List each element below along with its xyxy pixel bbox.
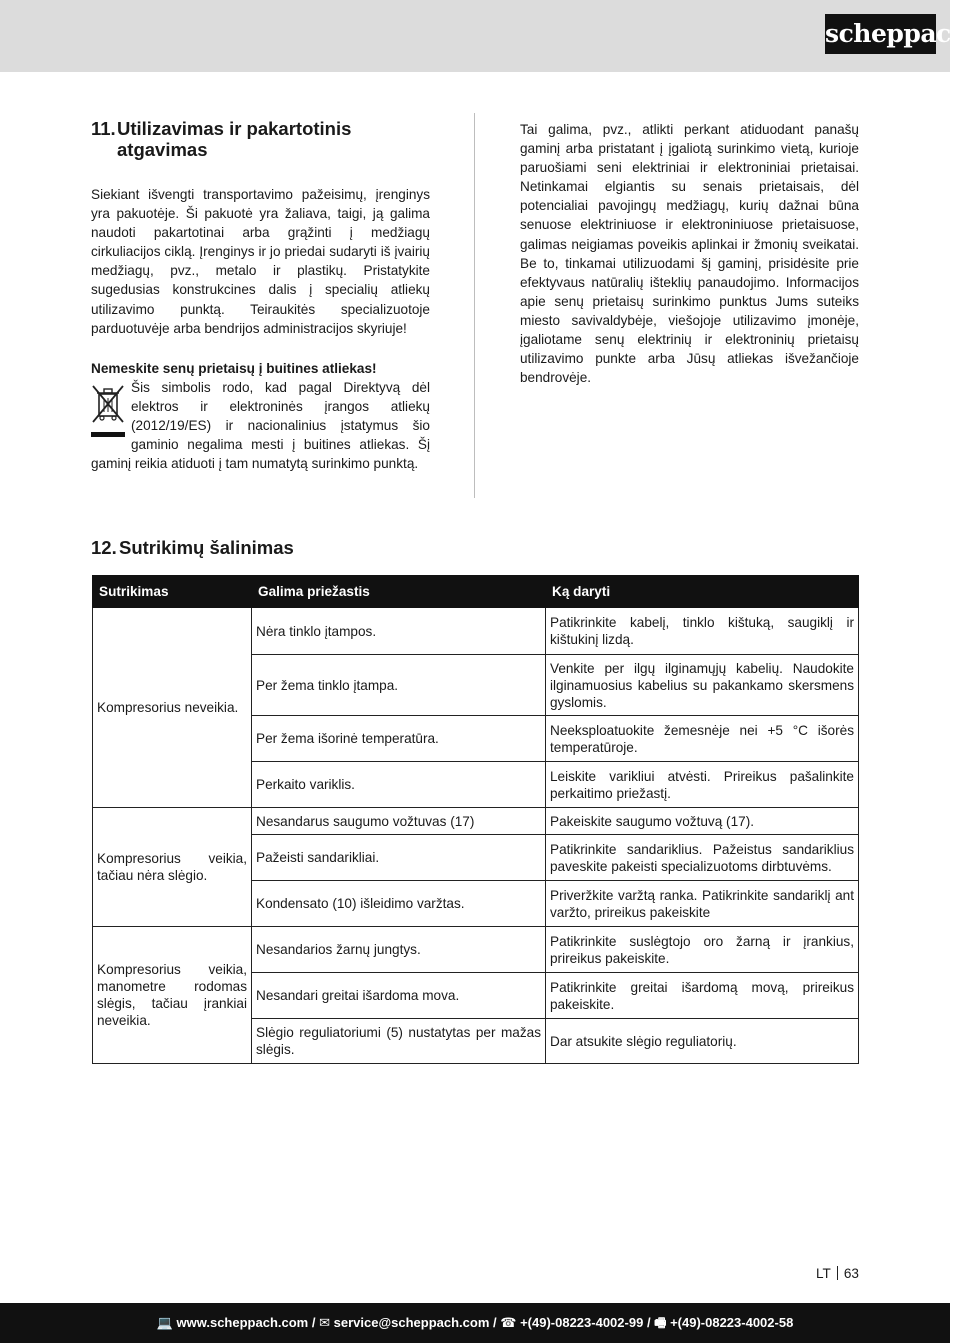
section-11-right-column — [520, 120, 859, 387]
fax-icon: 🖷 — [654, 1315, 667, 1330]
mail-icon: ✉ — [319, 1315, 330, 1330]
table-row — [93, 927, 859, 973]
section-12-title: Sutrikimų šalinimas — [119, 537, 294, 558]
troubleshooting-table — [92, 575, 859, 1064]
section-11-left-column — [91, 118, 430, 473]
footer-website[interactable]: www.scheppach.com — [176, 1315, 309, 1330]
footer-phone: +(49)-08223-4002-99 — [520, 1315, 644, 1330]
action-cell: Patikrinkite greitai išardomą movą, prireikus pakeiskite. — [546, 973, 859, 1019]
disposal-paragraph: Siekiant išvengti transportavimo pažeisimų, įrenginys yra pakuotėje. Ši pakuotė yra žaliava, taigi, ją galima naudoti pakartotinai arba grąžinti į medžiagų cirkuliacijos ciklą. Įrenginys ir jo priedai sudaryti iš įvairių medžiagų, pvz., metalo ir plastikų. Pristatykite sugedusias konstrukcines dalis į specialių atliekų utilizavimo punktą. Teiraukitės specializuotoje parduotuvėje arba bendrijos administracijos skyriuje! — [91, 187, 430, 336]
page-number-value: 63 — [843, 1266, 859, 1281]
header-problem: Sutrikimas — [93, 576, 252, 608]
cause-cell: Perkaito variklis. — [252, 762, 546, 808]
table-row — [93, 608, 859, 655]
cause-cell: Nesandarios žarnų jungtys. — [252, 927, 546, 973]
action-cell: Pakeiskite saugumo vožtuvą (17). — [546, 808, 859, 835]
header-bar — [0, 0, 950, 72]
section-11-title-line2: atgavimas — [117, 139, 208, 160]
action-cell: Venkite per ilgų ilginamųjų kabelių. Naudokite ilginamuosius kabelius su pakankamo skersmens gyslomis. — [546, 655, 859, 716]
header-cause: Galima priežastis — [252, 576, 546, 608]
header-action: Ką daryti — [546, 576, 859, 608]
problem-cell: Kompresorius veikia, manometre rodomas slėgis, tačiau įrankiai neveikia. — [93, 927, 252, 1064]
brand-logo: scheppach — [825, 14, 936, 54]
footer-email[interactable]: service@scheppach.com — [333, 1315, 490, 1330]
problem-cell: Kompresorius veikia, tačiau nėra slėgio. — [93, 808, 252, 927]
cause-cell: Slėgio reguliatoriumi (5) nustatytas per mažas slėgis. — [252, 1019, 546, 1064]
phone-icon: ☎ — [500, 1315, 517, 1330]
weee-text: Šis simbolis rodo, kad pagal Direktyvą dėl elektros ir elektroninės įrangos atliekų (2012/19/ES) ir nacionalinius įstatymus šio gaminio negalima mesti į buitines atliekas. Šį gaminį reikia atiduoti į tam numatytą surinkimo punktą. — [91, 379, 430, 472]
page-number — [816, 1266, 859, 1281]
section-11-title-line1: Utilizavimas ir pakartotinis — [117, 118, 352, 139]
action-cell: Dar atsukite slėgio reguliatorių. — [546, 1019, 859, 1064]
column-divider — [474, 113, 475, 498]
table-row — [93, 808, 859, 835]
cause-cell: Pažeisti sandarikliai. — [252, 835, 546, 881]
cause-cell: Nėra tinklo įtampos. — [252, 608, 546, 655]
action-cell: Leiskite varikliui atvėsti. Prireikus pašalinkite perkaitimo priežastį. — [546, 762, 859, 808]
monitor-icon: 💻 — [156, 1315, 173, 1330]
footer-bar: 💻 www.scheppach.com / ✉ service@scheppach.com / ☎ +(49)-08223-4002-99 / 🖷 +(49)-08223-4002-58 — [0, 1303, 950, 1343]
footer-fax: +(49)-08223-4002-58 — [670, 1315, 794, 1330]
section-12-number: 12. — [91, 537, 117, 558]
crossed-bin-icon — [91, 382, 125, 440]
cause-cell: Per žema tinklo įtampa. — [252, 655, 546, 716]
cause-cell: Nesandarus saugumo vožtuvas (17) — [252, 808, 546, 835]
weee-block — [91, 378, 430, 473]
cause-cell: Nesandari greitai išardoma mova. — [252, 973, 546, 1019]
action-cell: Patikrinkite sandariklius. Pažeistus sandariklius paveskite pakeisti specializuotoms dirbtuvėms. — [546, 835, 859, 881]
table-header-row — [93, 576, 859, 608]
section-11-heading — [91, 118, 430, 160]
page-language: LT — [816, 1266, 831, 1281]
cause-cell: Kondensato (10) išleidimo varžtas. — [252, 881, 546, 927]
cause-cell: Per žema išorinė temperatūra. — [252, 716, 546, 762]
action-cell: Patikrinkite suslėgtojo oro žarną ir įrankius, prireikus pakeiskite. — [546, 927, 859, 973]
action-cell: Priveržkite varžtą ranka. Patikrinkite sandariklį ant varžto, prireikus pakeiskite — [546, 881, 859, 927]
household-waste-warning: Nemeskite senų prietaisų į buitines atliekas! — [91, 360, 377, 376]
collection-paragraph: Tai galima, pvz., atlikti perkant atiduodant panašų gaminį arba pristatant į įgaliotą surinkimo vietą, kurioje paruošiami seni elektriniai ir elektroniniai prietaisai. Netinkamai elgiantis su senais prietaisais, dėl potencialiai pavojingų medžiagų, kurių dažnai būna senuose elektriniuose ir elektroniniuose prietaisuose, galimas neigiamas poveikis aplinkai ir žmonių sveikatai. Be to, tinkamai utilizuodami šį gaminį, prisidėsite prie efektyvaus natūralių išteklių panaudojimo. Informacijos apie senų prietaisų surinkimo punktus Jums suteiks miesto savivaldybėje, viešojoje utilizavimo įmonėje, įgaliotame senų elektrinių ir elektroninių prietaisų utilizavimo punkte arba Jūsų atliekas išvežančioje bendrovėje. — [520, 122, 859, 386]
section-11-number: 11. — [91, 118, 116, 139]
action-cell: Patikrinkite kabelį, tinklo kištuką, saugiklį ir kištukinį lizdą. — [546, 608, 859, 655]
problem-cell: Kompresorius neveikia. — [93, 608, 252, 808]
action-cell: Neeksploatuokite žemesnėje nei +5 °C išorės temperatūroje. — [546, 716, 859, 762]
section-12-heading — [91, 537, 294, 559]
